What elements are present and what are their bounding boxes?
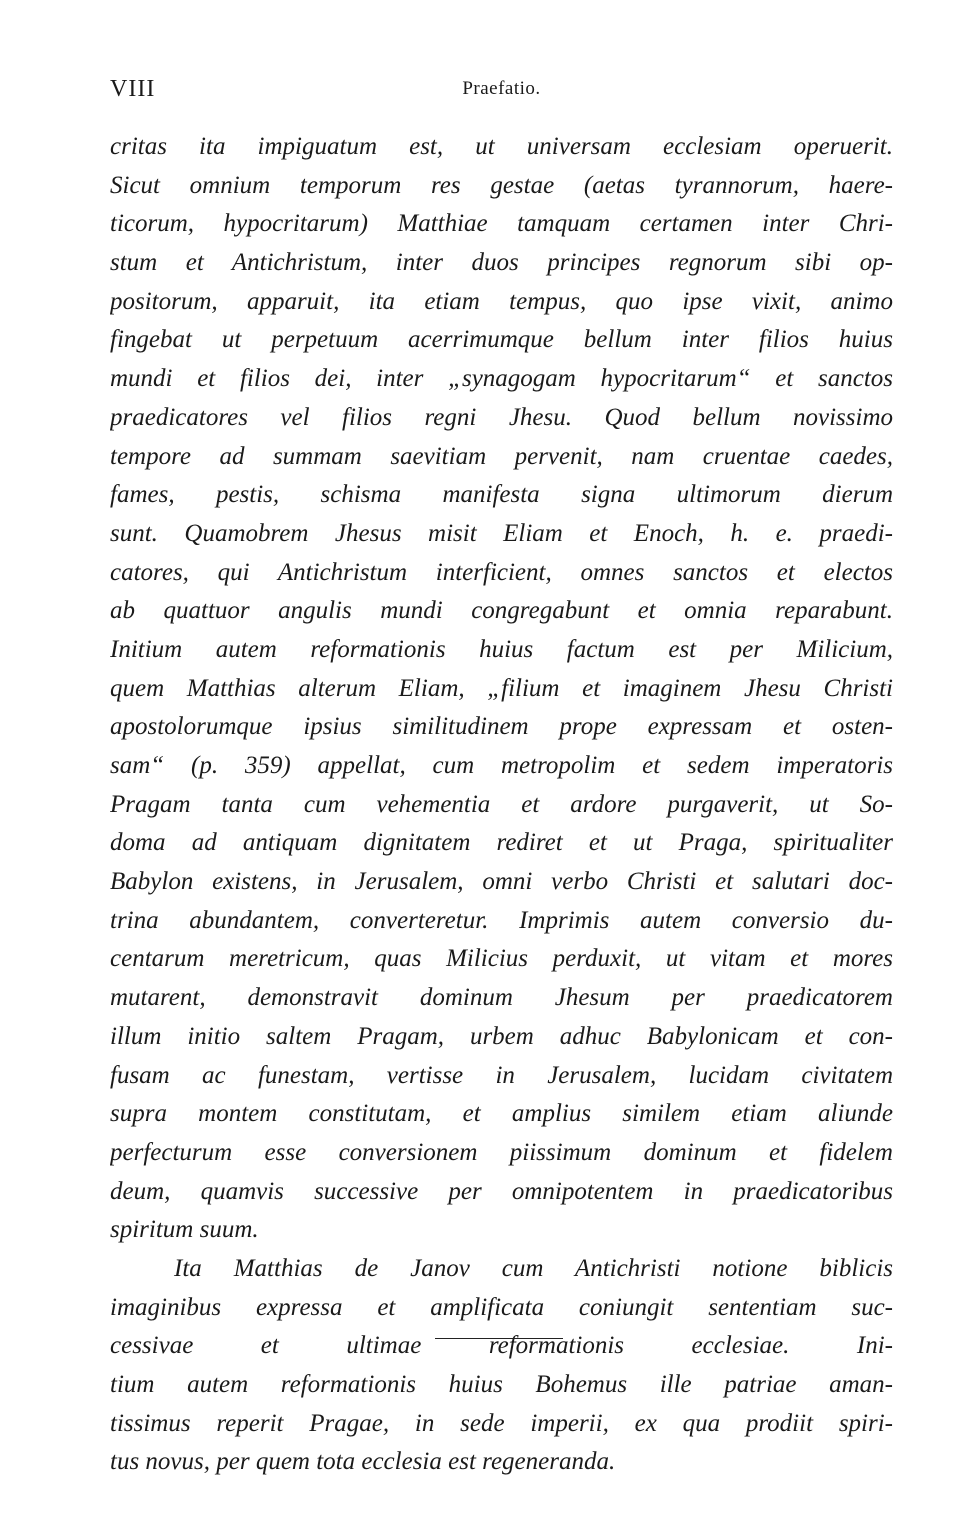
text-line: positorum, apparuit, ita etiam tempus, quo ipse vixit, animo bbox=[110, 287, 893, 315]
text-line: illum initio saltem Pragam, urbem adhuc Babylonicam et con- bbox=[110, 1022, 893, 1050]
text-line: mutarent, demonstravit dominum Jhesum per praedicatorem bbox=[110, 984, 893, 1012]
text-line: ab quattuor angulis mundi congregabunt et omnia reparabunt. bbox=[110, 597, 893, 625]
text-line: deum, quamvis successive per omnipotentem in praedicatoribus bbox=[110, 1177, 893, 1205]
text-line: critas ita impiguatum est, ut universam ecclesiam operuerit. bbox=[110, 133, 893, 160]
text-line: perfecturum esse conversionem piissimum dominum et fidelem bbox=[110, 1138, 893, 1166]
text-line: praedicatores vel filios regni Jhesu. Quod bellum novissimo bbox=[110, 403, 893, 431]
text-line: fusam ac funestam, vertisse in Jerusalem, lucidam civitatem bbox=[110, 1061, 893, 1089]
text-line: Pragam tanta cum vehementia et ardore purgaverit, ut So- bbox=[110, 790, 893, 818]
text-line: stum et Antichristum, inter duos principes regnorum sibi op- bbox=[110, 249, 893, 277]
text-line: Initium autem reformationis huius factum est per Milicium, bbox=[110, 635, 893, 663]
text-line: supra montem constitutam, et amplius similem etiam aliunde bbox=[110, 1100, 893, 1128]
text-line: Babylon existens, in Jerusalem, omni verbo Christi et salutari doc- bbox=[110, 868, 893, 896]
text-line: Sicut omnium temporum res gestae (aetas tyrannorum, haere- bbox=[110, 171, 893, 199]
text-line: quem Matthias alterum Eliam, „filium et imaginem Jhesu Christi bbox=[110, 674, 893, 702]
page-number: VIII bbox=[110, 76, 156, 102]
text-line: centarum meretricum, quas Milicius perduxit, ut vitam et mores bbox=[110, 945, 893, 973]
text-line: sunt. Quamobrem Jhesus misit Eliam et Enoch, h. e. praedi- bbox=[110, 519, 893, 547]
text-line: cessivae et ultimae reformationis ecclesiae. Ini- bbox=[110, 1332, 893, 1360]
text-line: tissimus reperit Pragae, in sede imperii, ex qua prodiit spiri- bbox=[110, 1409, 893, 1437]
text-line: fames, pestis, schisma manifesta signa ultimorum dierum bbox=[110, 481, 893, 509]
text-line: doma ad antiquam dignitatem rediret et ut Praga, spiritualiter bbox=[110, 829, 893, 857]
text-line: imaginibus expressa et amplificata coniungit sententiam suc- bbox=[110, 1293, 893, 1321]
text-line: tium autem reformationis huius Bohemus ille patriae aman- bbox=[110, 1371, 893, 1398]
text-line: tempore ad summam saevitiam pervenit, nam cruentae caedes, bbox=[110, 442, 893, 470]
text-line: trina abundantem, converteretur. Imprimis autem conversio du- bbox=[110, 906, 893, 934]
end-rule bbox=[435, 1338, 563, 1339]
paragraph-end-line: tus novus, per quem tota ecclesia est regeneranda. bbox=[110, 1448, 616, 1476]
page-header bbox=[110, 76, 893, 106]
paragraph-end-line: spiritum suum. bbox=[110, 1216, 259, 1244]
running-title: Praefatio. bbox=[462, 78, 541, 99]
text-line: catores, qui Antichristum interficient, omnes sanctos et electos bbox=[110, 558, 893, 586]
text-line: sam“ (p. 359) appellat, cum metropolim et sedem imperatoris bbox=[110, 752, 893, 779]
text-line: apostolorumque ipsius similitudinem prope expressam et osten- bbox=[110, 713, 893, 741]
text-line: ticorum, hypocritarum) Matthiae tamquam certamen inter Chri- bbox=[110, 210, 893, 238]
body-text bbox=[110, 128, 893, 1482]
paragraph-start-line: Ita Matthias de Janov cum Antichristi notione biblicis bbox=[174, 1254, 893, 1282]
text-line: mundi et filios dei, inter „synagogam hypocritarum“ et sanctos bbox=[110, 365, 893, 393]
text-line: fingebat ut perpetuum acerrimumque bellum inter filios huius bbox=[110, 326, 893, 354]
